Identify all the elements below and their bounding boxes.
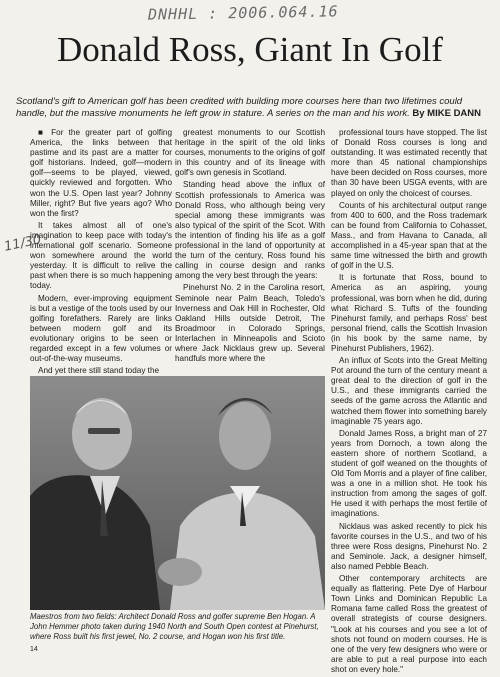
article-headline: Donald Ross, Giant In Golf bbox=[57, 30, 443, 69]
paragraph: Donald James Ross, a bright man of 27 years from Dornoch, a town along the eastern shore of northern Scotland, a student of golf weaned on the thoughts of Old Tom Morris and a player of fine caliber, was a one in a million shot. He took his instruction from among the sages of golf. He used it with perhaps the most fertile of imaginations. bbox=[331, 428, 487, 519]
paragraph: professional tours have stopped. The list of Donald Ross courses is long and outstanding. It was estimated recently that more than 45 national championships have been decided on Ross courses, more than 30 have been USGA events, with are played on only the choicest of courses. bbox=[331, 128, 487, 198]
margin-handwritten-note: 11/30 bbox=[2, 232, 43, 255]
photo-caption: Maestros from two fields: Architect Donald Ross and golfer supreme Ben Hogan. A John Hemmer photo taken during 1940 North and South Open contest at Pinehurst, where Ross built his first jewel, No. 2 course, and Hogan won his first title. bbox=[30, 612, 319, 641]
paragraph: And yet there still stand today the bbox=[38, 366, 160, 376]
photo-ross-and-hogan bbox=[30, 376, 325, 610]
paragraph: Other contemporary architects are equally as flattering. Pete Dye of Harbour Town Links and Dominican Republic La Romana fame called Ross the greatest of overall strategists of course designers. "Look at his courses and you see a lot of shots not found on modern courses. He is one of the very few designers who were or are able to put a real purpose into each shot on every hole." bbox=[331, 574, 487, 674]
article-deck bbox=[16, 96, 490, 120]
paragraph: Pinehurst No. 2 in the Carolina resort, Seminole near Palm Beach, Toledo's Inverness and Oak Hill in Rochester, Old Oakland Hills outside Detroit, The Broadmoor in Colorado Springs, Interlachen in Minneapolis and Scioto where Jack Nicklaus grew up. Several handfuls more where the bbox=[175, 283, 325, 364]
paragraph: It is fortunate that Ross, bound to America as an aspiring, young professional, was born when he did, during what Richard S. Tufts of the founding Pinehurst family, and perhaps Ross' best personal friend, calls the Scottish Invasion (in his book by the same name, by Pinehurst Publishers, 1962). bbox=[331, 273, 487, 353]
paragraph: It takes almost all of one's imagination to keep pace with today's international golf scenario. Someone won somewhere around the world yesterday. It is difficult to relive the past when there is so much happening today. bbox=[30, 220, 172, 291]
paragraph: Standing head above the influx of Scottish professionals to America was Donald Ross, who although being very special among these immigrants was also typical of the spirit of the Scot. With the intention of finding his life as a golf professional in the land of opportunity at the turn of the century, Ross found his calling in course design and ranks among the very best through the years: bbox=[175, 180, 325, 281]
text-column-2 bbox=[175, 128, 325, 366]
byline: By MIKE DANN bbox=[412, 108, 482, 119]
text-column-1 bbox=[30, 128, 172, 378]
paragraph: Nicklaus was asked recently to pick his favorite courses in the U.S., and two of his three were Ross designs, Pinehurst No. 2 and Seminole. Jack, a designer himself, also named Pebble Beach. bbox=[331, 521, 487, 571]
paragraph: Counts of his architectural output range from 400 to 600, and the Ross trademark can be found from California to Cohasset, Mass., and from Havana to Canada, all accomplished in a 45-year span that at the same time witnessed the birth and growth of golf in the U.S. bbox=[331, 200, 487, 271]
paragraph: An influx of Scots into the Great Melting Pot around the turn of the century meant a great deal to the direction of golf in the U.S., and these immigrants carried the seeds of the game across the Atlantic and watched them flower into something barely imaginable 75 years ago. bbox=[331, 356, 487, 426]
photo-illustration bbox=[30, 376, 325, 610]
deck-text: Scotland's gift to American golf has been credited with building more courses here than two lifetimes could handle, but the massive monuments he left grow in stature. A series on the man and his work. bbox=[16, 96, 463, 119]
paragraph: Modern, ever-improving equipment is but a vestige of the tools used by our golfing forefathers. Rarely are links between modern golf and its evolutionary origins to be seen or regarded except in a few volumes or out-of-the-way museums. bbox=[30, 293, 173, 364]
paragraph: greatest monuments to our Scottish heritage in the spirit of the old links courses, monuments to the origins of golf in this country and of its lineage with golf's own genesis in Scotland. bbox=[175, 128, 325, 178]
accession-number-handwriting: DNHHL : 2006.064.16 bbox=[147, 2, 339, 24]
page-number: 14 bbox=[30, 646, 38, 653]
text-column-3 bbox=[331, 128, 487, 677]
paragraph: ■ For the greater part of golfing America, the links between that pastime and its past are a matter for golf historians. Indeed, golf—modern golf—seems to be played, viewed, quickly reviewed and forgotten. Who won the U.S. Open last year? Johnny Miller, right? But five years ago? Who won the first? bbox=[30, 128, 172, 218]
